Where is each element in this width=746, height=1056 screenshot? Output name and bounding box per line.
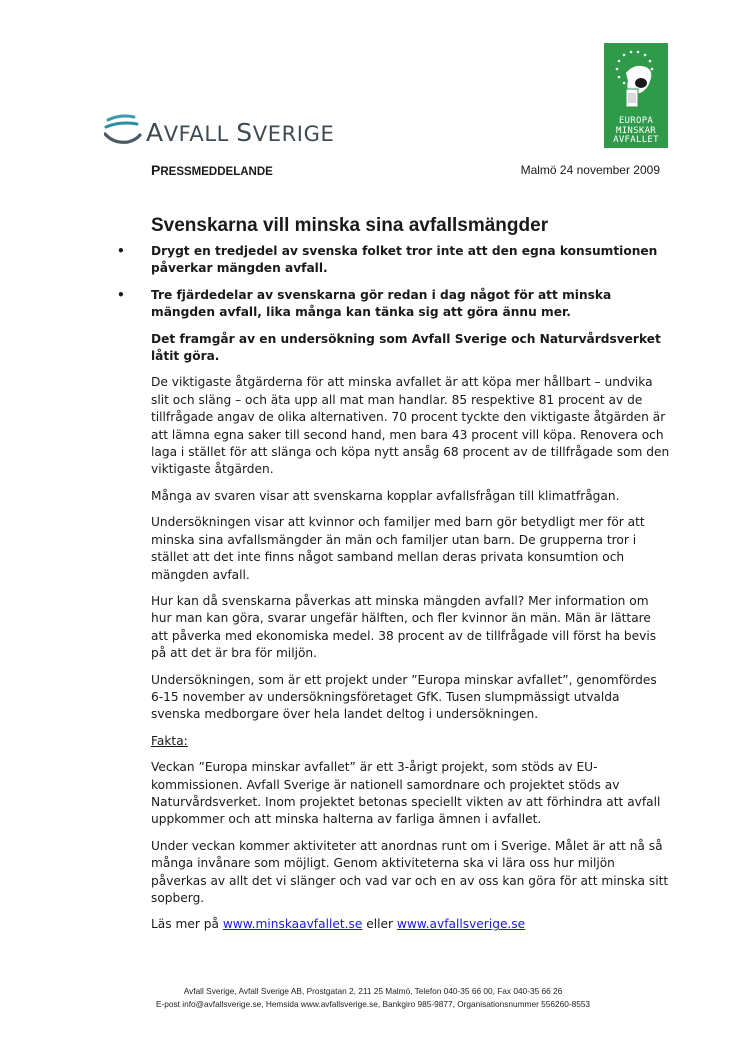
footer-address: Avfall Sverige, Avfall Sverige AB, Prostgatan 2, 211 25 Malmö, Telefon 040-35 66 00, Fax 040-35 66 26 xyxy=(183,986,563,996)
link-avfallsverige[interactable]: www.avfallsverige.se xyxy=(396,917,526,932)
lead-paragraph: Det framgår av en undersökning som Avfall Sverige och Naturvårdsverket låtit göra. xyxy=(151,331,661,364)
body-paragraph: Många av svaren visar att svenskarna kopplar avfallsfrågan till klimatfrågan. xyxy=(151,488,620,503)
bullet-item: • Drygt en tredjedel av svenska folket tror inte att den egna konsumtionen påverkar mängden avfall. xyxy=(117,244,658,276)
brand-name: AVFALL SVERIGE xyxy=(146,118,335,147)
eu-stars-hand-icon xyxy=(604,43,668,115)
wave-logo-icon xyxy=(104,114,142,146)
eu-logo-text: EUROPA MINSKAR AVFALLET xyxy=(613,116,659,145)
body-paragraph: Hur kan då svenskarna påverkas att minska mängden avfall? Mer information om hur man kan göra, svarar ungefär hälften, och fler kvinnor än män. Män är lättare att påverka med ekonomiska medel. 38 procent av de tillfrågade vill först ha bevis på att det är bra för miljön. xyxy=(151,593,657,661)
body-paragraph: Undersökningen, som är ett projekt under ”Europa minskar avfallet”, genomfördes 6-15 november av undersökningsföretaget GfK. Tusen slumpmässigt utvalda svenska medborgare över hela landet deltog i undersökningen. xyxy=(151,672,657,722)
read-more: Läs mer på www.minskaavfallet.se eller www.avfallsverige.se xyxy=(151,917,526,932)
press-release-label: PRESSMEDDELANDE xyxy=(151,162,273,178)
footer-contact: E-post info@avfallsverige.se, Hemsida www.avfallsverige.se, Bankgiro 985-9877, Organisationsnummer 556260-8553 xyxy=(155,999,591,1009)
bullet-icon: • xyxy=(117,244,125,258)
footer xyxy=(0,985,746,1011)
release-date: Malmö 24 november 2009 xyxy=(520,163,660,177)
fakta-paragraph: Veckan ”Europa minskar avfallet” är ett 3-årigt projekt, som stöds av EU-kommissionen. Avfall Sverige är nationell samordnare och projektet stöds av Naturvårdsverket. Inom projektet betonas speciellt vikten av att förhindra att avfall uppkommer och att minska halterna av farliga ämnen i avfallet. xyxy=(151,760,661,827)
body-paragraph: De viktigaste åtgärderna för att minska avfallet är att köpa mer hållbart – undvika slit och släng – och äta upp all mat man handlar. 85 respektive 81 procent av de tillfrågade angav de olika alternativen. 70 procent tyckte den viktigaste åtgärden är att lämna egna saker till second hand, men bara 43 procent vill köpa. Renovera och laga i stället för att slänga och köpa nytt ansåg 68 procent av de tillfrågade som den viktigaste åtgärden. xyxy=(151,375,670,477)
fakta-heading: Fakta: xyxy=(151,733,188,748)
fakta-paragraph: Under veckan kommer aktiviteter att anordnas runt om i Sverige. Målet är att nå så många invånare som möjligt. Genom aktiviteterna ska vi lära oss hur miljön påverkas av allt det vi slänger och vad var och en av oss kan göra för att minska sitt sopberg. xyxy=(151,838,669,905)
press-release-body xyxy=(117,243,671,943)
headline: Svenskarna vill minska sina avfallsmängder xyxy=(151,215,549,236)
bullet-icon: • xyxy=(117,287,125,302)
avfall-sverige-logo xyxy=(104,112,354,148)
europa-minskar-avfallet-logo xyxy=(604,43,668,148)
link-minskaavfallet[interactable]: www.minskaavfallet.se xyxy=(222,917,363,932)
bullet-item: • Tre fjärdedelar av svenskarna gör redan i dag något för att minska mängden avfall, lika många kan tänka sig att göra ännu mer. xyxy=(117,287,612,320)
body-paragraph: Undersökningen visar att kvinnor och familjer med barn gör betydligt mer för att minska sina avfallsmängder än män och familjer utan barn. De grupperna tror i stället att det inte finns något samband mellan deras privata konsumtion och mängden avfall. xyxy=(151,515,645,582)
